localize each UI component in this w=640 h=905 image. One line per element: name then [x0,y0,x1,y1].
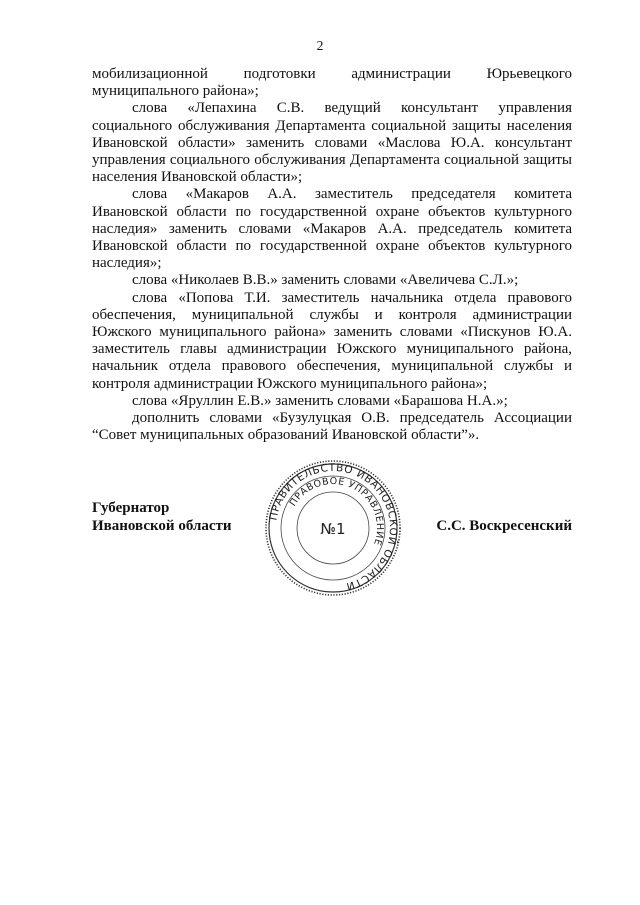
seal-inner-text: ПРАВОВОЕ УПРАВЛЕНИЕ [287,475,386,548]
paragraph-continuation: мобилизационной подготовки администрации Юрьевецкого муниципального района»; [92,66,572,100]
official-seal-stamp [263,458,403,598]
seal-number: №1 [320,520,346,538]
paragraph-nikolaev: слова «Николаев В.В.» заменить словами «Авеличева С.Л.»; [132,272,519,289]
seal-outer-text: ПРАВИТЕЛЬСТВО ИВАНОВСКОЙ ОБЛАСТИ [267,461,400,593]
page-number: 2 [316,38,324,53]
document-body [92,66,572,444]
signatory-title-line1: Губернатор [92,500,170,516]
paragraph-buzulutskaya: дополнить словами «Бузулуцкая О.В. председатель Ассоциации “Совет муниципальных образований Ивановской области”». [92,410,572,444]
signatory-name: С.С. Воскресенский [436,518,572,534]
paragraph-yarullin: слова «Яруллин Е.В.» заменить словами «Барашова Н.А.»; [132,392,508,409]
signatory-title [92,500,232,535]
signatory-title-line2: Ивановской области [92,517,232,534]
paragraph-lepakhina: слова «Лепахина С.В. ведущий консультант управления социального обслуживания Департамента социальной защиты населения Ивановской области» заменить словами «Маслова Ю.А. консультант управления социального обслуживания Департамента социальной защиты населения Ивановской области»; [92,100,572,186]
paragraph-makarov: слова «Макаров А.А. заместитель председателя комитета Ивановской области по государственной охране объектов культурного наследия» заменить словами «Макаров А.А. председатель комитета Ивановской области по государственной охране объектов культурного наследия»; [92,186,572,272]
paragraph-popova: слова «Попова Т.И. заместитель начальника отдела правового обеспечения, муниципальной службы и контроля администрации Южского муниципального района» заменить словами «Пискунов Ю.А. заместитель главы администрации Южского муниципального района, начальник отдела правового обеспечения, муниципальной службы и контроля администрации Южского муниципального района»; [92,289,572,392]
